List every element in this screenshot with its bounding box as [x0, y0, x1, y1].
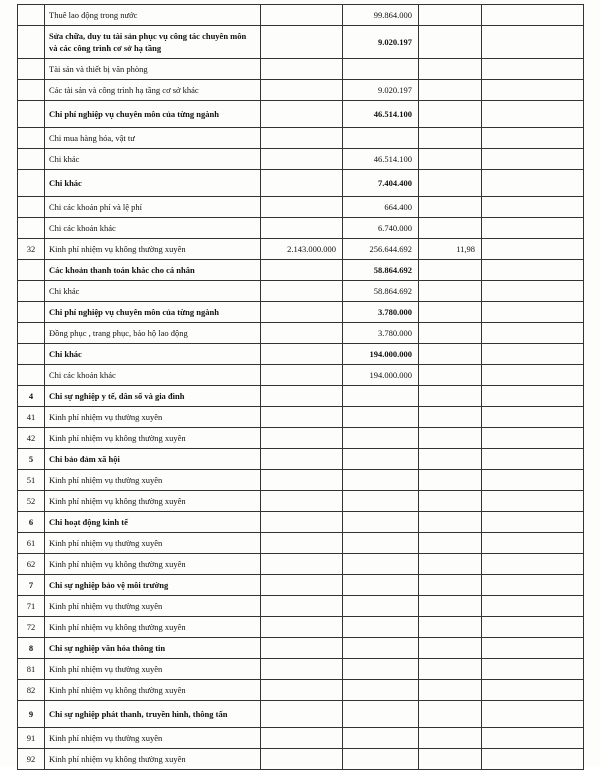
- table-row: [18, 260, 584, 281]
- row-note: [482, 302, 584, 323]
- row-estimate: [261, 386, 343, 407]
- row-executed: [343, 386, 419, 407]
- row-label: Kinh phí nhiệm vụ không thường xuyên: [45, 680, 261, 701]
- row-executed: [343, 749, 419, 770]
- row-index: 41: [18, 407, 45, 428]
- row-executed: 46.514.100: [343, 101, 419, 128]
- table-row: [18, 512, 584, 533]
- row-estimate: [261, 59, 343, 80]
- row-label: Các khoản thanh toán khác cho cá nhân: [45, 260, 261, 281]
- row-index: [18, 5, 45, 26]
- row-note: [482, 533, 584, 554]
- row-estimate: [261, 101, 343, 128]
- row-estimate: [261, 302, 343, 323]
- row-label: Kinh phí nhiệm vụ không thường xuyên: [45, 617, 261, 638]
- row-note: [482, 101, 584, 128]
- table-row: [18, 680, 584, 701]
- table-row: [18, 218, 584, 239]
- row-index: [18, 170, 45, 197]
- row-note: [482, 680, 584, 701]
- row-percent: [419, 491, 482, 512]
- row-estimate: [261, 596, 343, 617]
- row-percent: [419, 533, 482, 554]
- row-percent: [419, 575, 482, 596]
- row-executed: 58.864.692: [343, 281, 419, 302]
- row-index: 9: [18, 701, 45, 728]
- row-executed: 3.780.000: [343, 323, 419, 344]
- row-estimate: [261, 728, 343, 749]
- row-executed: [343, 407, 419, 428]
- table-row: [18, 386, 584, 407]
- table-row: [18, 170, 584, 197]
- row-estimate: [261, 617, 343, 638]
- row-label: Kinh phí nhiệm vụ không thường xuyên: [45, 749, 261, 770]
- row-executed: [343, 680, 419, 701]
- row-note: [482, 701, 584, 728]
- row-estimate: [261, 701, 343, 728]
- row-index: 42: [18, 428, 45, 449]
- row-index: 5: [18, 449, 45, 470]
- row-estimate: [261, 575, 343, 596]
- row-label: Kinh phí nhiệm vụ không thường xuyên: [45, 428, 261, 449]
- row-index: [18, 197, 45, 218]
- row-note: [482, 470, 584, 491]
- row-note: [482, 344, 584, 365]
- row-label: Kinh phí nhiệm vụ không thường xuyên: [45, 491, 261, 512]
- row-label: Kinh phí nhiệm vụ không thường xuyên: [45, 239, 261, 260]
- row-estimate: [261, 407, 343, 428]
- row-index: [18, 260, 45, 281]
- table-row: [18, 26, 584, 59]
- row-estimate: [261, 428, 343, 449]
- row-executed: [343, 470, 419, 491]
- row-percent: [419, 281, 482, 302]
- row-estimate: [261, 128, 343, 149]
- row-index: 8: [18, 638, 45, 659]
- row-estimate: [261, 512, 343, 533]
- table-row: [18, 701, 584, 728]
- row-index: [18, 101, 45, 128]
- table-row: [18, 281, 584, 302]
- row-executed: 9.020.197: [343, 26, 419, 59]
- row-percent: [419, 26, 482, 59]
- table-row: [18, 149, 584, 170]
- row-note: [482, 554, 584, 575]
- row-executed: [343, 596, 419, 617]
- row-estimate: [261, 344, 343, 365]
- table-row: [18, 491, 584, 512]
- row-note: [482, 575, 584, 596]
- row-percent: [419, 470, 482, 491]
- row-index: 52: [18, 491, 45, 512]
- table-row: [18, 365, 584, 386]
- row-estimate: [261, 749, 343, 770]
- table-row: [18, 80, 584, 101]
- row-percent: [419, 170, 482, 197]
- table-row: [18, 596, 584, 617]
- row-executed: 99.864.000: [343, 5, 419, 26]
- row-index: [18, 59, 45, 80]
- row-label: Tài sản và thiết bị văn phòng: [45, 59, 261, 80]
- row-label: Kinh phí nhiệm vụ thường xuyên: [45, 533, 261, 554]
- row-note: [482, 728, 584, 749]
- row-executed: [343, 659, 419, 680]
- row-percent: [419, 659, 482, 680]
- table-row: [18, 323, 584, 344]
- row-label: Chi phí nghiệp vụ chuyên môn của từng ngành: [45, 101, 261, 128]
- row-executed: [343, 449, 419, 470]
- row-executed: 664.400: [343, 197, 419, 218]
- row-index: 81: [18, 659, 45, 680]
- row-estimate: [261, 170, 343, 197]
- row-executed: [343, 554, 419, 575]
- row-estimate: [261, 26, 343, 59]
- row-note: [482, 80, 584, 101]
- row-label: Kinh phí nhiệm vụ thường xuyên: [45, 470, 261, 491]
- row-label: Chi sự nghiệp phát thanh, truyền hình, thông tấn: [45, 701, 261, 728]
- row-index: [18, 128, 45, 149]
- row-percent: [419, 302, 482, 323]
- table-row: [18, 554, 584, 575]
- row-percent: [419, 749, 482, 770]
- row-note: [482, 149, 584, 170]
- row-index: 91: [18, 728, 45, 749]
- row-label: Kinh phí nhiệm vụ không thường xuyên: [45, 554, 261, 575]
- table-row: [18, 533, 584, 554]
- row-percent: [419, 512, 482, 533]
- row-index: [18, 365, 45, 386]
- table-row: [18, 197, 584, 218]
- row-executed: 9.020.197: [343, 80, 419, 101]
- row-percent: [419, 554, 482, 575]
- row-note: [482, 617, 584, 638]
- row-note: [482, 749, 584, 770]
- row-index: [18, 26, 45, 59]
- row-executed: [343, 575, 419, 596]
- row-index: [18, 344, 45, 365]
- row-label: Sửa chữa, duy tu tài sản phục vụ công tác chuyên môn và các công trình cơ sở hạ tầng: [45, 26, 261, 59]
- row-executed: [343, 701, 419, 728]
- row-index: 51: [18, 470, 45, 491]
- row-percent: [419, 260, 482, 281]
- row-label: Chi khác: [45, 281, 261, 302]
- row-index: 4: [18, 386, 45, 407]
- row-index: [18, 80, 45, 101]
- row-label: Chi các khoản khác: [45, 218, 261, 239]
- row-note: [482, 281, 584, 302]
- row-label: Kinh phí nhiệm vụ thường xuyên: [45, 659, 261, 680]
- row-note: [482, 5, 584, 26]
- row-note: [482, 218, 584, 239]
- row-executed: [343, 428, 419, 449]
- row-percent: [419, 407, 482, 428]
- row-estimate: [261, 281, 343, 302]
- row-index: [18, 323, 45, 344]
- row-executed: [343, 728, 419, 749]
- row-label: Chi khác: [45, 170, 261, 197]
- row-estimate: [261, 365, 343, 386]
- row-executed: 194.000.000: [343, 344, 419, 365]
- row-index: 32: [18, 239, 45, 260]
- row-estimate: [261, 659, 343, 680]
- row-estimate: [261, 197, 343, 218]
- row-label: Các tài sản và công trình hạ tầng cơ sở khác: [45, 80, 261, 101]
- table-row: [18, 407, 584, 428]
- row-estimate: [261, 449, 343, 470]
- row-index: [18, 302, 45, 323]
- budget-table: [17, 4, 584, 770]
- row-index: 6: [18, 512, 45, 533]
- row-note: [482, 596, 584, 617]
- row-label: Chi sự nghiệp y tế, dân số và gia đình: [45, 386, 261, 407]
- row-label: Chi bảo đảm xã hội: [45, 449, 261, 470]
- row-percent: [419, 344, 482, 365]
- row-index: [18, 281, 45, 302]
- row-label: Kinh phí nhiệm vụ thường xuyên: [45, 728, 261, 749]
- budget-table-body: [18, 5, 584, 770]
- row-estimate: [261, 218, 343, 239]
- row-executed: [343, 533, 419, 554]
- row-percent: [419, 5, 482, 26]
- row-label: Chi các khoản khác: [45, 365, 261, 386]
- row-percent: [419, 323, 482, 344]
- row-percent: [419, 59, 482, 80]
- row-executed: 3.780.000: [343, 302, 419, 323]
- row-estimate: [261, 149, 343, 170]
- row-note: [482, 59, 584, 80]
- table-row: [18, 101, 584, 128]
- row-executed: 46.514.100: [343, 149, 419, 170]
- row-label: Chi sự nghiệp văn hóa thông tin: [45, 638, 261, 659]
- table-row: [18, 344, 584, 365]
- row-label: Chi sự nghiệp bảo vệ môi trường: [45, 575, 261, 596]
- row-index: 92: [18, 749, 45, 770]
- row-executed: 194.000.000: [343, 365, 419, 386]
- row-executed: [343, 512, 419, 533]
- row-percent: [419, 449, 482, 470]
- row-index: 62: [18, 554, 45, 575]
- row-note: [482, 659, 584, 680]
- row-note: [482, 26, 584, 59]
- table-row: [18, 128, 584, 149]
- row-estimate: 2.143.000.000: [261, 239, 343, 260]
- row-executed: [343, 59, 419, 80]
- row-label: Kinh phí nhiệm vụ thường xuyên: [45, 407, 261, 428]
- row-note: [482, 365, 584, 386]
- row-note: [482, 260, 584, 281]
- row-label: Chi mua hàng hóa, vật tư: [45, 128, 261, 149]
- table-row: [18, 5, 584, 26]
- row-executed: [343, 638, 419, 659]
- table-row: [18, 638, 584, 659]
- table-row: [18, 470, 584, 491]
- row-label: Thuê lao động trong nước: [45, 5, 261, 26]
- row-executed: 7.404.400: [343, 170, 419, 197]
- row-executed: [343, 128, 419, 149]
- row-index: [18, 149, 45, 170]
- row-note: [482, 638, 584, 659]
- row-percent: [419, 101, 482, 128]
- row-label: Kinh phí nhiệm vụ thường xuyên: [45, 596, 261, 617]
- row-estimate: [261, 533, 343, 554]
- table-row: [18, 302, 584, 323]
- row-note: [482, 428, 584, 449]
- table-row: [18, 239, 584, 260]
- row-index: 61: [18, 533, 45, 554]
- row-estimate: [261, 554, 343, 575]
- row-percent: [419, 128, 482, 149]
- row-note: [482, 491, 584, 512]
- row-percent: [419, 617, 482, 638]
- row-note: [482, 449, 584, 470]
- row-index: 82: [18, 680, 45, 701]
- row-estimate: [261, 638, 343, 659]
- row-estimate: [261, 80, 343, 101]
- row-estimate: [261, 323, 343, 344]
- row-label: Chi hoạt động kinh tế: [45, 512, 261, 533]
- row-estimate: [261, 260, 343, 281]
- row-percent: [419, 149, 482, 170]
- table-row: [18, 659, 584, 680]
- row-executed: [343, 617, 419, 638]
- row-note: [482, 407, 584, 428]
- row-note: [482, 239, 584, 260]
- row-note: [482, 197, 584, 218]
- row-executed: [343, 491, 419, 512]
- row-label: Đồng phục , trang phục, bảo hộ lao động: [45, 323, 261, 344]
- row-percent: [419, 365, 482, 386]
- table-row: [18, 617, 584, 638]
- row-executed: 6.740.000: [343, 218, 419, 239]
- row-percent: [419, 596, 482, 617]
- row-note: [482, 323, 584, 344]
- row-percent: [419, 680, 482, 701]
- row-index: 71: [18, 596, 45, 617]
- row-estimate: [261, 470, 343, 491]
- table-row: [18, 749, 584, 770]
- row-percent: [419, 701, 482, 728]
- row-percent: [419, 218, 482, 239]
- row-percent: [419, 428, 482, 449]
- table-row: [18, 575, 584, 596]
- row-estimate: [261, 5, 343, 26]
- row-percent: 11,98: [419, 239, 482, 260]
- row-note: [482, 512, 584, 533]
- row-executed: 256.644.692: [343, 239, 419, 260]
- row-label: Chi khác: [45, 149, 261, 170]
- table-row: [18, 449, 584, 470]
- row-label: Chi khác: [45, 344, 261, 365]
- row-note: [482, 170, 584, 197]
- row-percent: [419, 197, 482, 218]
- table-row: [18, 59, 584, 80]
- row-index: [18, 218, 45, 239]
- row-percent: [419, 728, 482, 749]
- row-percent: [419, 80, 482, 101]
- row-executed: 58.864.692: [343, 260, 419, 281]
- table-row: [18, 728, 584, 749]
- row-index: 7: [18, 575, 45, 596]
- row-percent: [419, 386, 482, 407]
- row-percent: [419, 638, 482, 659]
- row-estimate: [261, 680, 343, 701]
- row-label: Chi các khoản phí và lệ phí: [45, 197, 261, 218]
- table-row: [18, 428, 584, 449]
- row-label: Chi phí nghiệp vụ chuyên môn của từng ngành: [45, 302, 261, 323]
- row-index: 72: [18, 617, 45, 638]
- row-estimate: [261, 491, 343, 512]
- row-note: [482, 128, 584, 149]
